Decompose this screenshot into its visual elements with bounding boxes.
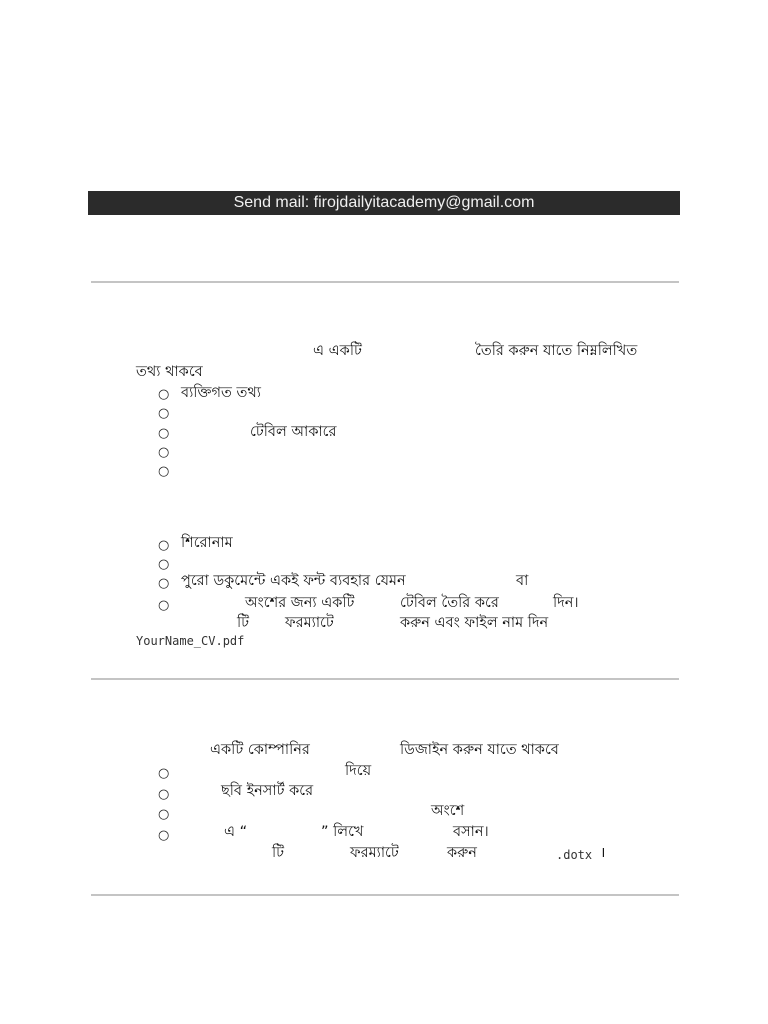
task1-save-part-a: টি bbox=[237, 615, 250, 631]
list-item-text: বসান। bbox=[453, 824, 489, 840]
list-item-text: ” লিখে bbox=[321, 824, 364, 840]
divider-middle bbox=[91, 678, 679, 680]
list-item-text: দিন। bbox=[553, 595, 579, 611]
task1-filename: YourName_CV.pdf bbox=[136, 634, 245, 648]
task2-intro-part-a: একটি কোম্পানির bbox=[210, 742, 310, 758]
bullet-icon: ○ bbox=[158, 576, 170, 591]
divider-bottom bbox=[91, 894, 679, 896]
list-item-text: অংশে bbox=[431, 803, 465, 819]
task1-intro-part-b: তৈরি করুন যাতে নিম্নলিখিত bbox=[475, 343, 638, 359]
task2-save-part-a: টি bbox=[272, 845, 285, 861]
list-item-text: টেবিল তৈরি করে bbox=[400, 595, 499, 611]
bullet-icon: ○ bbox=[158, 557, 170, 572]
bullet-icon: ○ bbox=[158, 426, 170, 441]
task1-save-part-c: করুন এবং ফাইল নাম দিন bbox=[400, 615, 549, 631]
bullet-icon: ○ bbox=[158, 464, 170, 479]
bullet-icon: ○ bbox=[158, 387, 170, 402]
list-item-text: টেবিল আকারে bbox=[250, 424, 337, 440]
bullet-icon: ○ bbox=[158, 787, 170, 802]
contact-banner: Send mail: firojdailyitacademy@gmail.com bbox=[88, 191, 680, 215]
bullet-icon: ○ bbox=[158, 807, 170, 822]
bullet-icon: ○ bbox=[158, 766, 170, 781]
task2-intro-part-b: ডিজাইন করুন যাতে থাকবে bbox=[400, 742, 559, 758]
bullet-icon: ○ bbox=[158, 828, 170, 843]
task1-save-part-b: ফরম্যাটে bbox=[285, 615, 334, 631]
task2-save-part-b: ফরম্যাটে bbox=[350, 845, 399, 861]
list-item-text: পুরো ডকুমেন্টে একই ফন্ট ব্যবহার যেমন bbox=[181, 573, 406, 589]
task2-end-mark: । bbox=[600, 845, 606, 861]
task1-intro-part-a: এ একটি bbox=[313, 343, 362, 359]
bullet-icon: ○ bbox=[158, 598, 170, 613]
bullet-icon: ○ bbox=[158, 445, 170, 460]
list-item-text: ছবি ইনসার্ট করে bbox=[221, 783, 314, 799]
list-item-text: দিয়ে bbox=[345, 763, 372, 779]
bullet-icon: ○ bbox=[158, 538, 170, 553]
task2-save-part-c: করুন bbox=[447, 845, 477, 861]
divider-top bbox=[91, 281, 679, 283]
list-item-text: এ “ bbox=[224, 824, 248, 840]
task2-extension: .dotx bbox=[556, 848, 593, 862]
list-item-text: ব্যক্তিগত তথ্য bbox=[181, 385, 261, 401]
task1-intro-part-c: তথ্য থাকবে bbox=[136, 364, 203, 380]
bullet-icon: ○ bbox=[158, 406, 170, 421]
list-item-text: শিরোনাম bbox=[181, 535, 233, 551]
list-item-text: বা bbox=[516, 573, 529, 589]
list-item-text: অংশের জন্য একটি bbox=[245, 595, 355, 611]
